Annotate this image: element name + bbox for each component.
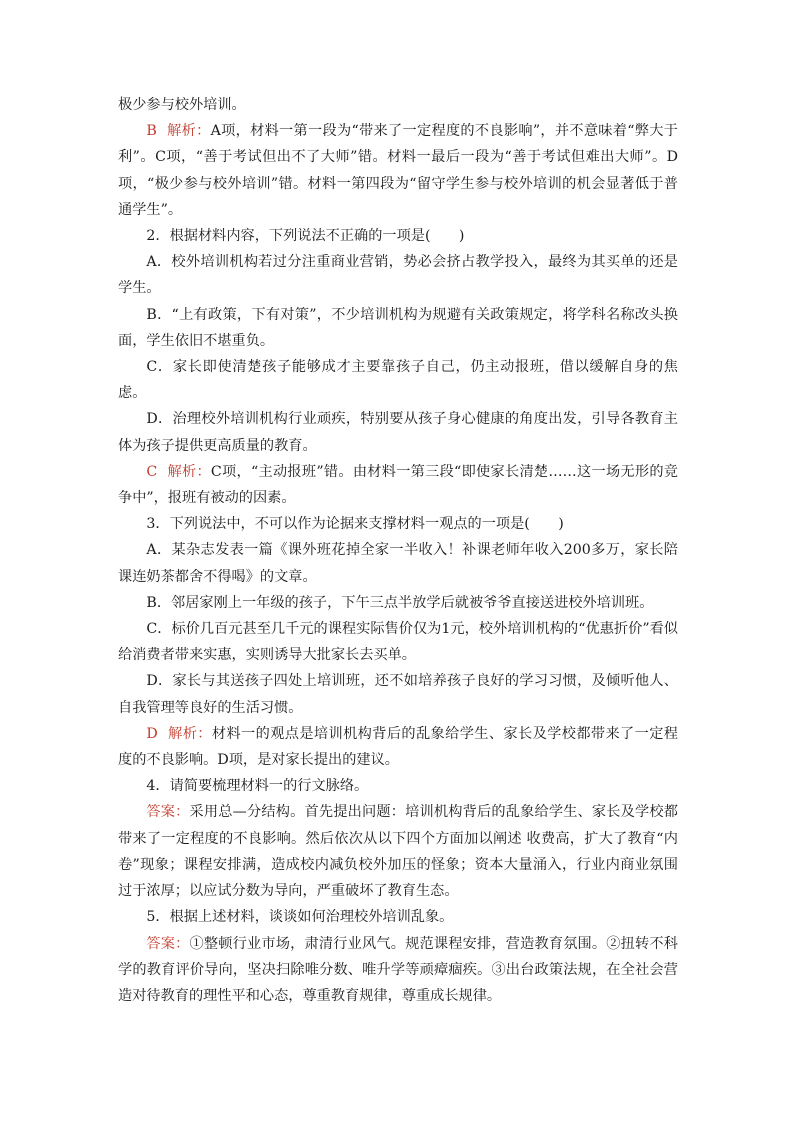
question-2-option-b: B．“上有政策，下有对策”，不少培训机构为规避有关政策规定，将学科名称改头换面，学生依旧不堪重负。: [118, 306, 678, 349]
question-2: 2．根据材料内容，下列说法不正确的一项是( ): [146, 228, 465, 245]
analysis-label: 解析：: [167, 463, 211, 480]
question-4: 4．请简要梳理材料一的行文脉络。: [146, 778, 369, 795]
answer-letter: B: [146, 123, 157, 140]
answer-q5: [118, 931, 678, 1010]
analysis-label: 解析：: [166, 123, 211, 140]
question-2-option-a: A．校外培训机构若过分注重商业营销，势必会挤占教学投入，最终为其买单的还是学生。: [118, 254, 678, 297]
question-3: 3．下列说法中，不可以作为论据来支撑材料一观点的一项是( ): [146, 516, 564, 533]
analysis-q2: [118, 459, 678, 511]
analysis-q1: [118, 118, 678, 223]
analysis-label: 解析：: [167, 725, 212, 742]
question-3-option-a: A．某杂志发表一篇《课外班花掉全家一半收入！补课老师年收入200多万，家长陪课连奶茶都舍不得喝》的文章。: [118, 542, 678, 585]
answer-q4: [118, 799, 678, 904]
question-3-option-b: B．邻居家刚上一年级的孩子，下午三点半放学后就被爷爷直接送进校外培训班。: [146, 594, 654, 611]
answer-text: 采用总—分结构。首先提出问题：培训机构背后的乱象给学生、家长及学校都带来了一定程度的不良影响。然后依次从以下四个方面加以阐述 收费高，扩大了教育“内卷”现象；课程安排满，造成校内减负校外加压的怪象；资本大量涌入，行业内商业氛围过于浓厚；以应试分数为导向，严重破坏了教育生态。: [118, 804, 678, 900]
answer-label: 答案：: [146, 804, 190, 821]
question-2-option-d: D．治理校外培训机构行业顽疾，特别要从孩子身心健康的角度出发，引导各教育主体为孩子提供更高质量的教育。: [118, 411, 678, 454]
paragraph-continuation: 极少参与校外培训。: [118, 97, 246, 113]
question-3-option-d: D．家长与其送孩子四处上培训班，还不如培养孩子良好的学习习惯，及倾听他人、自我管理等良好的生活习惯。: [118, 673, 678, 716]
analysis-text: A项，材料一第一段为“带来了一定程度的不良影响”，并不意味着“弊大于利”。C项，“善于考试但出不了大师”错。材料一最后一段为“善于考试但难出大师”。D项，“极少参与校外培训”错。材料一第四段为“留守学生参与校外培训的机会显著低于普通学生”。: [118, 123, 678, 218]
analysis-text: 材料一的观点是培训机构背后的乱象给学生、家长及学校都带来了一定程度的不良影响。D项，是对家长提出的建议。: [118, 725, 678, 769]
answer-letter: C: [146, 463, 158, 480]
answer-letter: D: [146, 725, 158, 742]
analysis-text: C项，“主动报班”错。由材料一第三段“即使家长清楚……这一场无形的竞争中”，报班有被动的因素。: [118, 463, 678, 507]
question-3-option-c: C．标价几百元甚至几千元的课程实际售价仅为1元，校外培训机构的“优惠折价”看似给消费者带来实惠，实则诱导大批家长去买单。: [118, 621, 678, 664]
question-2-option-c: C．家长即使清楚孩子能够成才主要靠孩子自己，仍主动报班，借以缓解自身的焦虑。: [118, 359, 678, 402]
answer-label: 答案：: [146, 935, 190, 952]
answer-text: ①整顿行业市场，肃清行业风气。规范课程安排，营造教育氛围。②扭转不科学的教育评价导向，坚决扫除唯分数、唯升学等顽瘴痼疾。③出台政策法规，在全社会营造对待教育的理性平和心态，尊重教育规律，尊重成长规律。: [118, 935, 678, 1004]
analysis-q3: [118, 721, 678, 773]
question-5: 5．根据上述材料，谈谈如何治理校外培训乱象。: [146, 909, 454, 926]
document-body: [118, 92, 678, 1009]
